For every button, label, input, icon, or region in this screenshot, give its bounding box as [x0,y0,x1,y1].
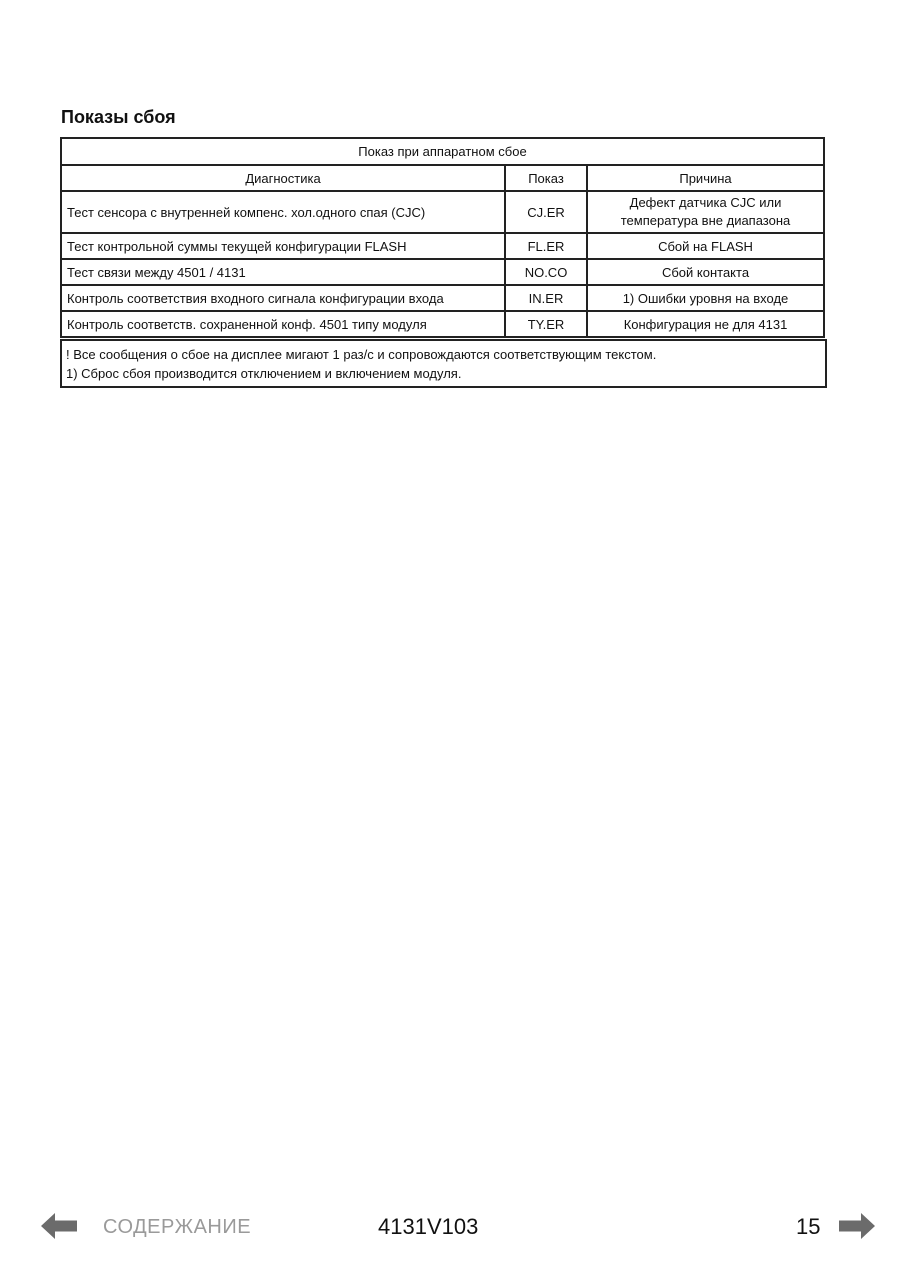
page-footer [0,1205,900,1249]
diagnostics-cell: Контроль соответств. сохраненной конф. 4501 типу модуля [61,311,505,337]
table-caption-row [61,138,824,165]
section-title: Показы сбоя [61,107,176,127]
table-row [61,259,824,285]
display-code-cell: NO.CO [505,259,587,285]
header-diagnostics: Диагностика [61,165,505,191]
table-row [61,191,824,233]
display-code-cell: IN.ER [505,285,587,311]
next-button[interactable] [838,1212,876,1240]
header-display: Показ [505,165,587,191]
table-caption: Показ при аппаратном сбое [61,138,824,165]
cause-line: Дефект датчика CJC или [629,195,782,210]
cause-cell: Конфигурация не для 4131 [587,311,824,337]
diagnostics-cell: Тест сенсора с внутренней компенс. хол.одного спая (CJC) [61,191,505,233]
note-line: ! Все сообщения о сбое на дисплее мигают 1 раз/с и сопровождаются соответствующим текстом. [66,347,657,362]
toc-link[interactable]: СОДЕРЖАНИЕ [103,1216,252,1238]
table-header-row [61,165,824,191]
cause-cell [587,191,824,233]
arrow-right-icon [838,1212,876,1240]
diagnostics-cell: Контроль соответствия входного сигнала конфигурации входа [61,285,505,311]
cause-line: температура вне диапазона [620,213,791,228]
diagnostics-cell: Тест связи между 4501 / 4131 [61,259,505,285]
cause-cell: 1) Ошибки уровня на входе [587,285,824,311]
display-code-cell: FL.ER [505,233,587,259]
table-row [61,285,824,311]
document-code: 4131V103 [378,1214,479,1239]
table-row [61,233,824,259]
notes-box [60,339,827,388]
cause-cell: Сбой на FLASH [587,233,824,259]
arrow-left-icon [40,1212,78,1240]
back-button[interactable] [40,1212,78,1240]
page-number: 15 [796,1214,821,1239]
display-code-cell: CJ.ER [505,191,587,233]
table-row [61,311,824,337]
diagnostics-cell: Тест контрольной суммы текущей конфигурации FLASH [61,233,505,259]
header-cause: Причина [587,165,824,191]
note-line: 1) Сброс сбоя производится отключением и включением модуля. [66,366,462,381]
display-code-cell: TY.ER [505,311,587,337]
cause-cell: Сбой контакта [587,259,824,285]
error-display-table [60,137,825,338]
